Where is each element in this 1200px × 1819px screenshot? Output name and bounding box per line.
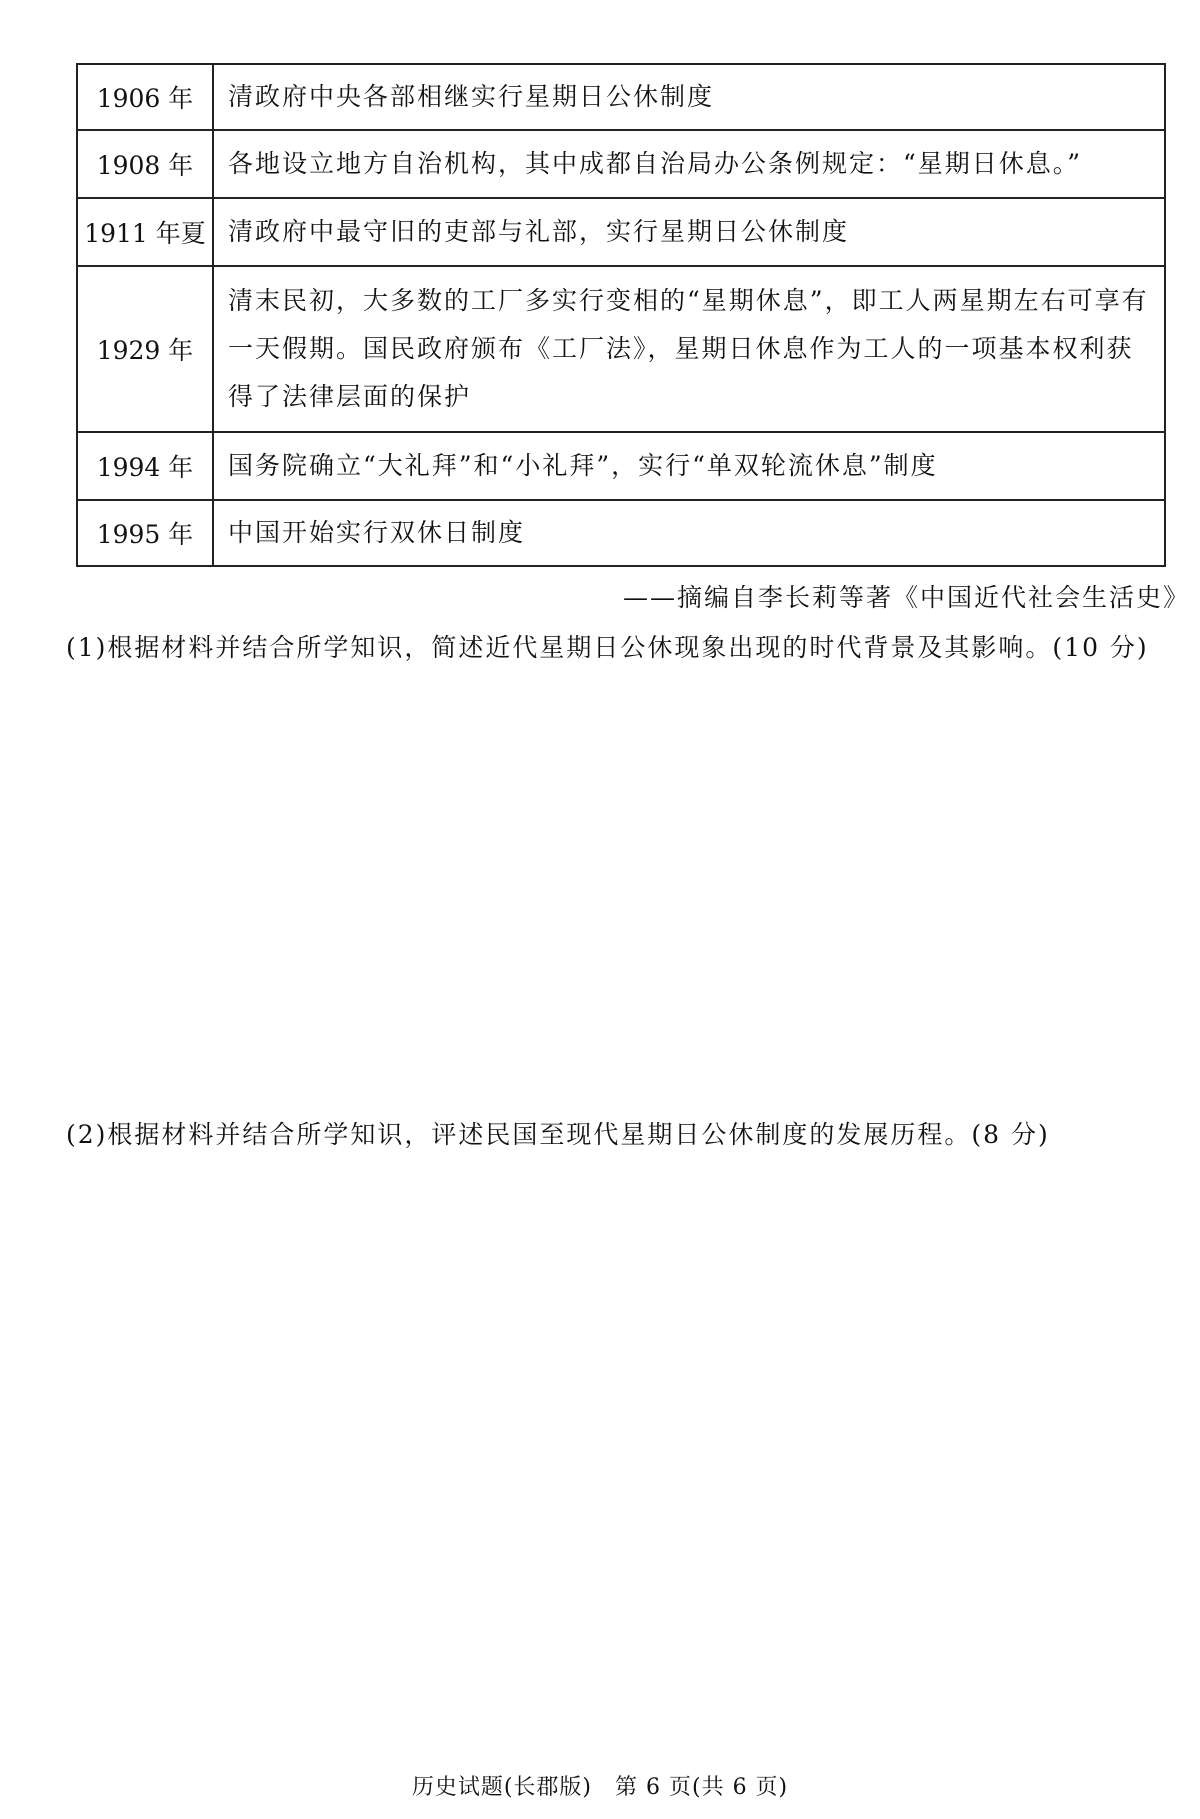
question-2: (2)根据材料并结合所学知识，评述民国至现代星期日公休制度的发展历程。(8 分) [66,1120,1050,1149]
event-cell: 中国开始实行双休日制度 [213,500,1165,566]
timeline-table [76,63,1166,567]
source-citation: ——摘编自李长莉等著《中国近代社会生活史》 [622,583,1190,612]
table-row [77,64,1165,130]
year-cell: 1995 年 [77,500,213,566]
event-cell: 国务院确立“大礼拜”和“小礼拜”，实行“单双轮流休息”制度 [213,432,1165,500]
event-cell: 各地设立地方自治机构，其中成都自治局办公条例规定：“星期日休息。” [213,130,1165,198]
event-cell: 清末民初，大多数的工厂多实行变相的“星期休息”，即工人两星期左右可享有一天假期。国民政府颁布《工厂法》，星期日休息作为工人的一项基本权利获得了法律层面的保护 [213,266,1165,432]
table-row [77,432,1165,500]
year-cell: 1911 年夏 [77,198,213,266]
year-cell: 1906 年 [77,64,213,130]
page-footer: 历史试题(长郡版) 第 6 页(共 6 页) [411,1775,789,1800]
table-row [77,130,1165,198]
table-row [77,500,1165,566]
year-cell: 1994 年 [77,432,213,500]
table-row [77,266,1165,432]
year-cell: 1929 年 [77,266,213,432]
event-cell: 清政府中央各部相继实行星期日公休制度 [213,64,1165,130]
table-row [77,198,1165,266]
year-cell: 1908 年 [77,130,213,198]
question-1: (1)根据材料并结合所学知识，简述近代星期日公休现象出现的时代背景及其影响。(10 分) [66,633,1149,662]
event-cell: 清政府中最守旧的吏部与礼部，实行星期日公休制度 [213,198,1165,266]
